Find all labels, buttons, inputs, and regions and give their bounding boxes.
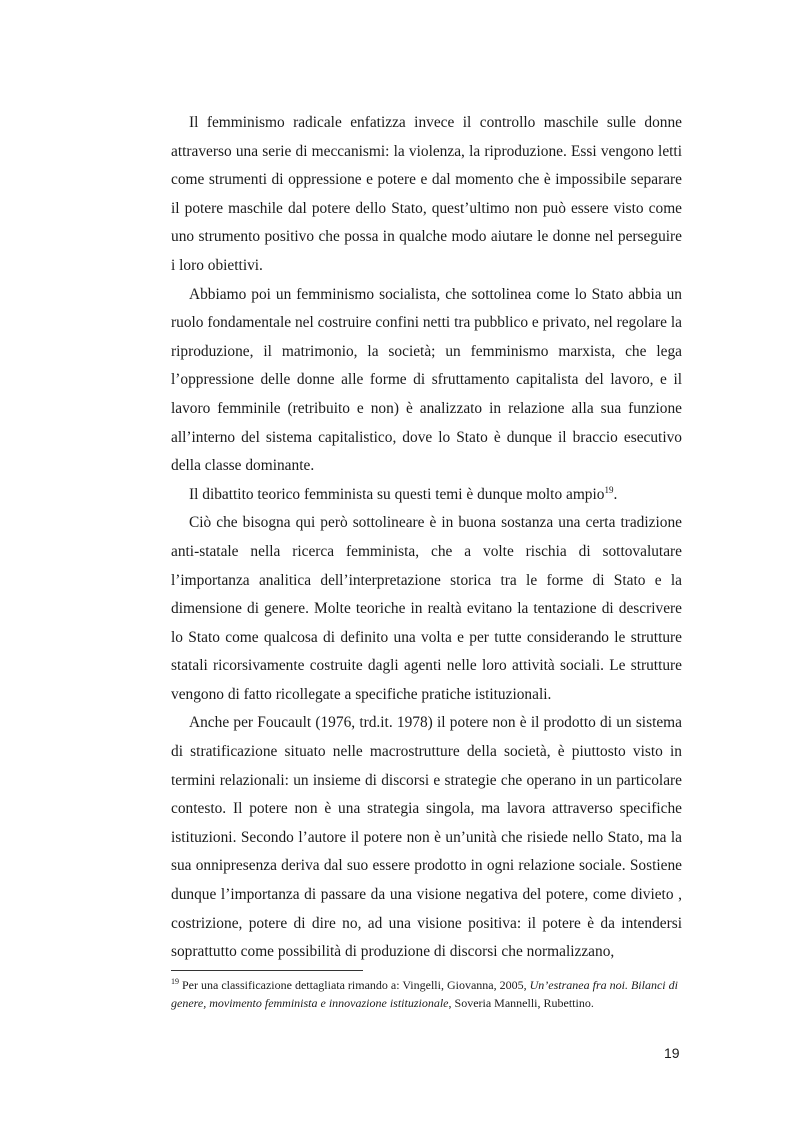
footnote-tail: , Soveria Mannelli, Rubettino. [448,996,594,1010]
footnote-lead: Per una classificazione dettagliata rimando a: Vingelli, Giovanna, 2005, [179,978,530,992]
paragraph-theoretical-debate-tail: . [613,485,618,503]
paragraph-foucault: Anche per Foucault (1976, trd.it. 1978) il potere non è il prodotto di un sistema di stratificazione situato nelle macrostrutture della società, è piuttosto visto in termini relazionali: un insieme di discorsi e strategie che operano in un particolare contesto. Il potere non è una strategia singola, ma lavora attraverso specifiche istituzioni. Secondo l’autore il potere non è un’unità che risiede nello Stato, ma la sua onnipresenza deriva dal suo essere prodotto in ogni relazione sociale. Sostiene dunque l’importanza di passare da una visione negativa del potere, come divieto , costrizione, potere di dire no, ad una visione positiva: il potere è da intendersi soprattutto come possibilità di produzione di discorsi che normalizzano, [171,714,682,961]
body-text [171,109,682,967]
footnote-number: 19 [171,977,179,986]
paragraph-socialist-feminism: Abbiamo poi un femminismo socialista, che sottolinea come lo Stato abbia un ruolo fondamentale nel costruire confini netti tra pubblico e privato, nel regolare la riproduzione, il matrimonio, la società; un femminismo marxista, che lega l’oppressione delle donne alle forme di sfruttamento capitalista del lavoro, e il lavoro femminile (retribuito e non) è analizzato in relazione alla sua funzione all’interno del sistema capitalistico, dove lo Stato è dunque il braccio esecutivo della classe dominante. [171,285,682,475]
paragraph-radical-feminism: Il femminismo radicale enfatizza invece il controllo maschile sulle donne attraverso una serie di meccanismi: la violenza, la riproduzione. Essi vengono letti come strumenti di oppressione e potere e dal momento che è impossibile separare il potere maschile dal potere dello Stato, quest’ultimo non può essere visto come uno strumento positivo che possa in qualche modo aiutare le donne nel perseguire i loro obiettivi. [171,114,682,274]
footnote [171,976,682,1012]
paragraph-theoretical-debate-text: Il dibattito teorico femminista su questi temi è dunque molto ampio [189,485,605,503]
footnote-title: Un’estranea fra noi. Bilanci di genere, movimento femminista e innovazione istituzionale [171,978,678,1010]
paragraph-anti-state-tradition: Ciò che bisogna qui però sottolineare è in buona sostanza una certa tradizione anti-statale nella ricerca femminista, che a volte rischia di sottovalutare l’importanza analitica dell’interpretazione storica tra le forme di Stato e la dimensione di genere. Molte teoriche in realtà evitano la tentazione di descrivere lo Stato come qualcosa di definito una volta e per tutte considerando le strutture statali ricorsivamente costruite dagli agenti nelle loro attività sociali. Le strutture vengono di fatto ricollegate a specifiche pratiche istituzionali. [171,514,682,703]
page-number: 19 [664,1045,680,1061]
paragraph-theoretical-debate [171,481,682,510]
footnote-divider [171,970,363,971]
footnote-reference[interactable]: 19 [604,484,614,495]
